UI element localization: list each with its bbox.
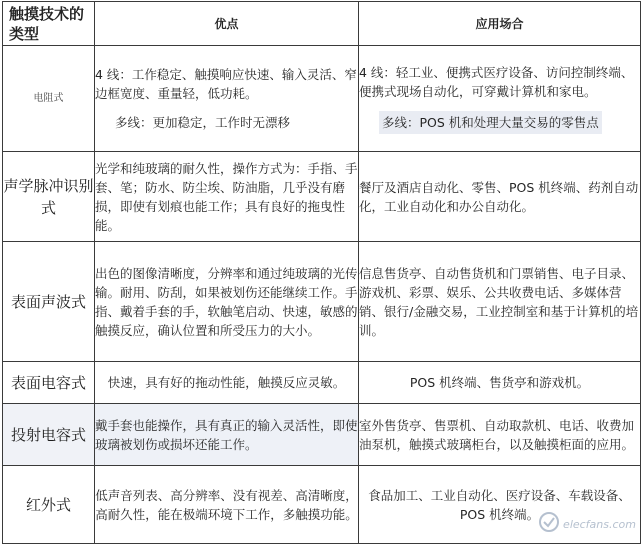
advantages-cell: [95, 362, 359, 404]
watermark: [536, 507, 636, 541]
header-applications: 应用场合: [359, 2, 641, 46]
table-row: [3, 46, 641, 152]
advantages-cell: [95, 466, 359, 544]
advantages-cell: [95, 404, 359, 466]
advantages-cell: [95, 152, 359, 242]
advantages-text: 多线：更加稳定，工作时无漂移: [115, 115, 291, 130]
table-row: [3, 152, 641, 242]
header-type: 触摸技术的类型: [3, 2, 95, 46]
applications-cell: [359, 152, 641, 242]
applications-cell: [359, 362, 641, 404]
header-advantages: 优点: [95, 2, 359, 46]
advantages-text: 低声音列表、高分辨率、没有视差、高清晰度，高耐久性，能在极端环境下工作，多触摸功能。: [95, 487, 358, 522]
type-cell: 表面声波式: [3, 242, 95, 362]
touch-tech-table: [2, 1, 641, 544]
table-row: [3, 242, 641, 362]
type-cell: 表面电容式: [3, 362, 95, 404]
type-cell: 电阻式: [3, 46, 95, 152]
type-cell: 投射电容式: [3, 404, 95, 466]
applications-text: 4 线：轻工业、便携式医疗设备、访问控制终端、便携式现场自动化，可穿戴计算机和家电。: [359, 65, 634, 99]
advantages-text: 出色的图像清晰度，分辨率和通过纯玻璃的光传输。耐用、防刮，如果被划伤还能继续工作。手指、戴着手套的手，软触笔启动、快速，敏感的触摸反应，确认位置和所受压力的大小。: [95, 265, 358, 338]
applications-text: 信息售货亭、自动售货机和门票销售、电子目录、游戏机、彩票、娱乐、公共收费电话、多媒体营销、银行/金融交易，工业控制室和基于计算机的培训。: [359, 265, 639, 338]
advantages-text: 快速，具有好的拖动性能，触摸反应灵敏。: [107, 375, 346, 390]
watermark-logo-icon: [538, 511, 560, 537]
applications-text: 多线：POS 机和处理大量交易的零售点: [379, 111, 602, 134]
applications-text: 餐厅及酒店自动化、零售、POS 机终端、药剂自动化，工业自动化和办公自动化。: [359, 179, 639, 214]
advantages-cell: [95, 242, 359, 362]
type-cell: 红外式: [3, 466, 95, 544]
table-row: [3, 404, 641, 466]
advantages-text: 光学和纯玻璃的耐久性，操作方式为：手指、手套、笔；防水、防尘埃、防油脂，几乎没有磨损，即使有划痕也能工作；具有良好的拖曳性能。: [95, 160, 358, 233]
applications-text: POS 机终端、售货亭和游戏机。: [409, 375, 590, 390]
table-header-row: [3, 2, 641, 46]
applications-cell: [359, 46, 641, 152]
advantages-text: 4 线：工作稳定、触摸响应快速、输入灵活、窄边框宽度、重量轻，低功耗。: [95, 67, 357, 101]
applications-cell: [359, 242, 641, 362]
applications-text: 食品加工、工业自动化、医疗设备、车载设备、POS 机终端。: [368, 487, 631, 522]
applications-cell: [359, 404, 641, 466]
advantages-cell: [95, 46, 359, 152]
watermark-text: elecfans.com: [563, 517, 636, 531]
table-row: [3, 362, 641, 404]
applications-text: 室外售货亭、售票机、自动取款机、电话、收费加油泵机，触摸式玻璃柜台，以及触摸柜面的应用。: [359, 417, 635, 452]
type-cell: 声学脉冲识别式: [3, 152, 95, 242]
advantages-text: 戴手套也能操作，具有真正的输入灵活性，即使玻璃被划伤或损坏还能工作。: [95, 417, 358, 452]
